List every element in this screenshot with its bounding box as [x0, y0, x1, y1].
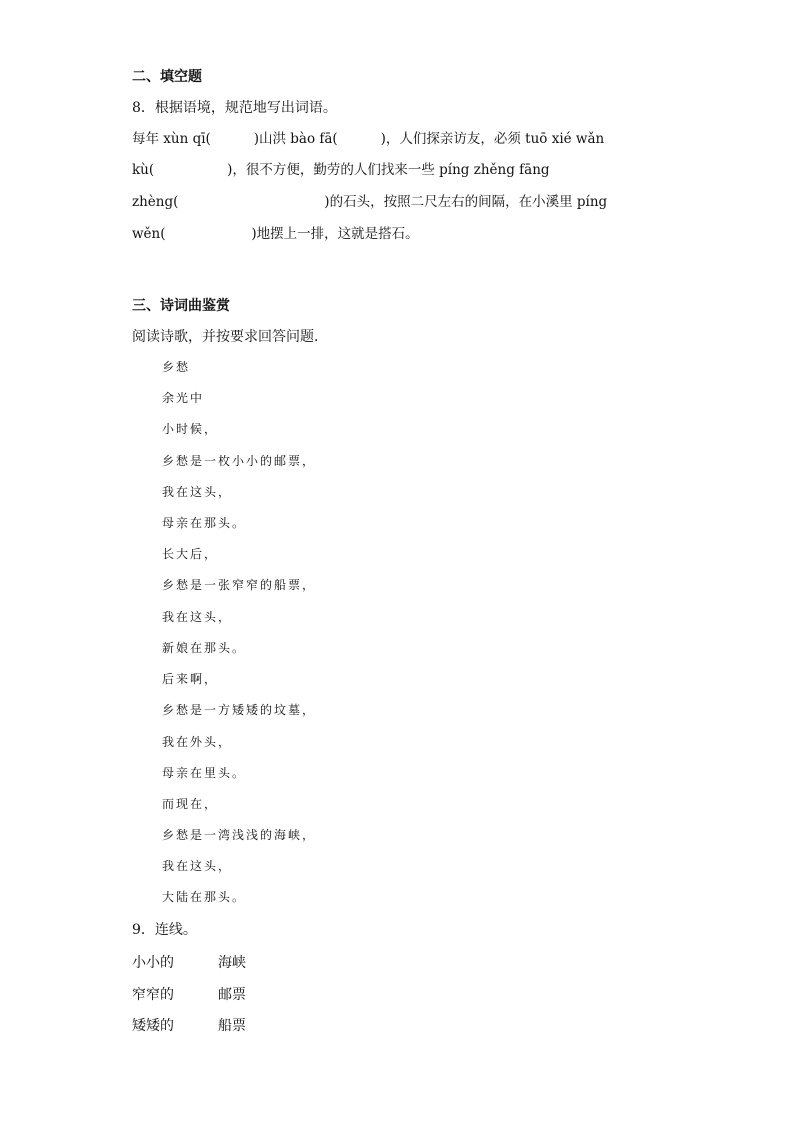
question-9-prompt: 9．连线。 — [132, 922, 197, 938]
question-8-line-1: 每年 xùn qī( )山洪 bào fā( )，人们探亲访友，必须 tuō xié wǎn — [132, 131, 605, 147]
question-8-line-3: zhèng( )的石头，按照二尺左右的间隔，在小溪里 píng — [132, 194, 608, 210]
question-8-line-4: wěn( )地摆上一排，这就是搭石。 — [132, 226, 419, 242]
match-right-item[interactable]: 海峡 — [218, 955, 246, 971]
poetry-instruction: 阅读诗歌，并按要求回答问题． — [132, 329, 328, 345]
poem-line: 长大后， — [162, 547, 219, 561]
question-8-prompt: 8．根据语境，规范地写出词语。 — [132, 100, 337, 116]
match-right-item[interactable]: 邮票 — [218, 987, 246, 1003]
question-8-line-2: kù( )，很不方便，勤劳的人们找来一些 píng zhěng fāng — [132, 162, 550, 178]
poem-line: 乡愁是一张窄窄的船票， — [162, 578, 317, 592]
match-left-item[interactable]: 矮矮的 — [132, 1018, 174, 1034]
poem-line: 母亲在里头。 — [162, 766, 247, 780]
section-heading-poetry: 三、诗词曲鉴赏 — [132, 298, 230, 314]
poem-line: 我在这头， — [162, 859, 233, 873]
poem-line: 而现在， — [162, 797, 219, 811]
poem-line: 后来啊， — [162, 672, 219, 686]
poem-line: 大陆在那头。 — [162, 890, 247, 904]
poem-line: 乡愁是一湾浅浅的海峡， — [162, 828, 317, 842]
poem-line: 母亲在那头。 — [162, 516, 247, 530]
match-left-item[interactable]: 窄窄的 — [132, 987, 174, 1003]
poem-title: 乡愁 — [162, 360, 191, 374]
poem-line: 乡愁是一方矮矮的坟墓， — [162, 703, 317, 717]
poem-line: 我在这头， — [162, 485, 233, 499]
match-left-item[interactable]: 小小的 — [132, 955, 174, 971]
poem-line: 小时候， — [162, 422, 219, 436]
match-right-item[interactable]: 船票 — [218, 1018, 246, 1034]
poem-line: 新娘在那头。 — [162, 641, 247, 655]
section-heading-fill-blank: 二、填空题 — [132, 69, 202, 85]
poem-line: 我在这头， — [162, 610, 233, 624]
poem-author: 余光中 — [162, 391, 205, 405]
poem-line: 我在外头， — [162, 735, 233, 749]
poem-line: 乡愁是一枚小小的邮票， — [162, 454, 317, 468]
